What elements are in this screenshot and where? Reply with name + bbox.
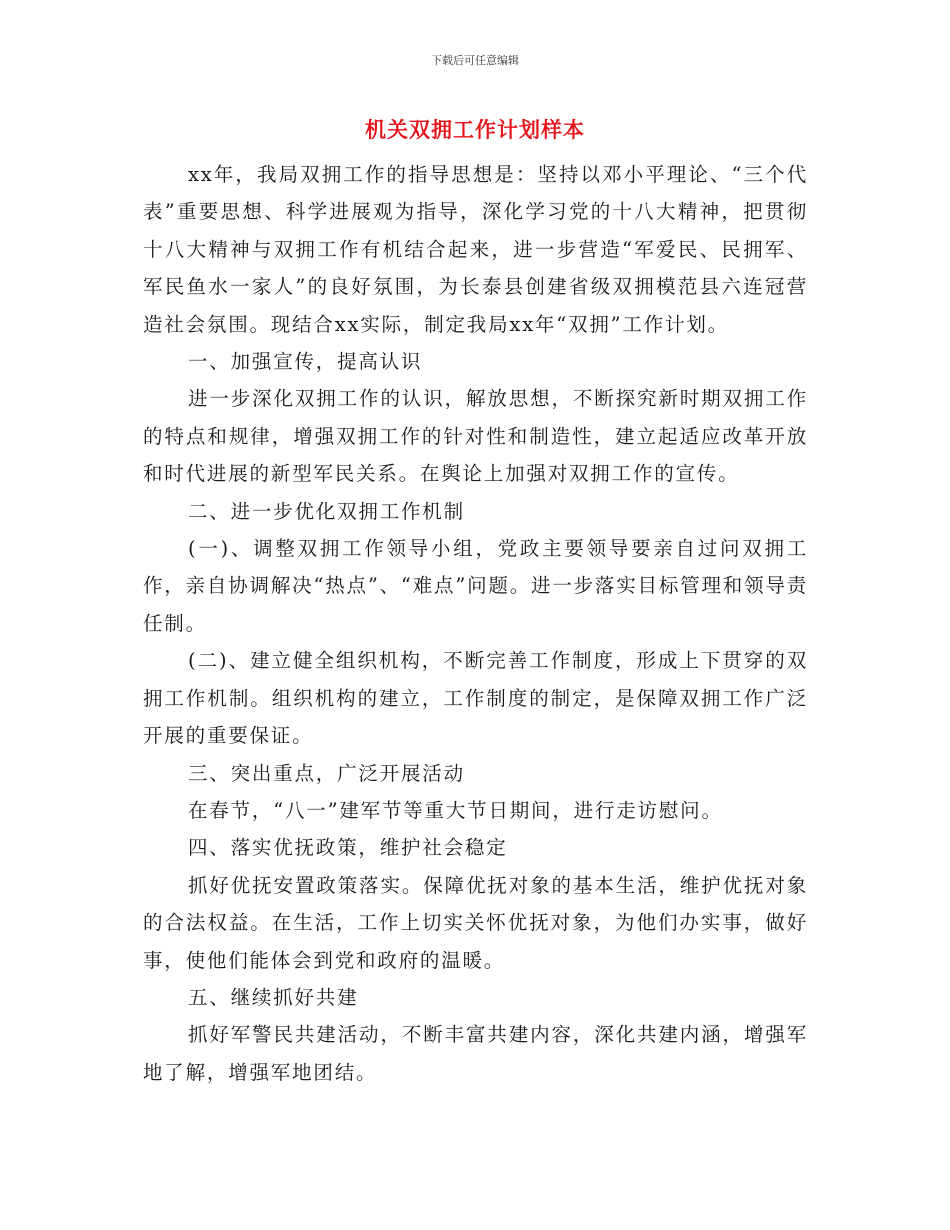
section-heading-1: 一、加强宣传，提高认识 [188, 350, 423, 374]
paragraph-section-3: 在春节，“八一”建军节等重大节日期间，进行走访慰问。 [188, 798, 723, 822]
paragraph-section-5: 抓好军警民共建活动，不断丰富共建内容，深化共建内涵，增强军地了解，增强军地团结。 [143, 1023, 808, 1084]
section-heading-5: 五、继续抓好共建 [188, 985, 359, 1009]
section-heading-3: 三、突出重点，广泛开展活动 [188, 761, 465, 785]
paragraph-intro: xx年，我局双拥工作的指导思想是：坚持以邓小平理论、“三个代表”重要思想、科学进展观为指导，深化学习党的十八大精神，把贯彻十八大精神与双拥工作有机结合起来，进一步营造“军爱民、民拥军、军民鱼水一家人”的良好氛围，为长泰县创建省级双拥模范县六连冠营造社会氛围。现结合xx实际，制定我局xx年“双拥”工作计划。 [143, 163, 808, 336]
section-heading-4: 四、落实优抚政策，维护社会稳定 [188, 836, 508, 860]
header-note: 下载后可任意编辑 [431, 54, 519, 67]
document-body [143, 156, 808, 1091]
paragraph-section-2-item-2: (二)、建立健全组织机构，不断完善工作制度，形成上下贯穿的双拥工作机制。组织机构的建立，工作制度的制定，是保障双拥工作广泛开展的重要保证。 [143, 649, 808, 748]
document-title: 机关双拥工作计划样本 [365, 118, 585, 142]
paragraph-section-2-item-1: (一)、调整双拥工作领导小组，党政主要领导要亲自过问双拥工作，亲自协调解决“热点”、“难点”问题。进一步落实目标管理和领导责任制。 [143, 537, 808, 635]
paragraph-section-4: 抓好优抚安置政策落实。保障优抚对象的基本生活，维护优抚对象的合法权益。在生活，工作上切实关怀优抚对象，为他们办实事，做好事，使他们能体会到党和政府的温暖。 [143, 873, 808, 972]
section-heading-2: 二、进一步优化双拥工作机制 [188, 499, 465, 523]
paragraph-section-1: 进一步深化双拥工作的认识，解放思想，不断探究新时期双拥工作的特点和规律，增强双拥工作的针对性和制造性，建立起适应改革开放和时代进展的新型军民关系。在舆论上加强对双拥工作的宣传。 [143, 387, 808, 486]
